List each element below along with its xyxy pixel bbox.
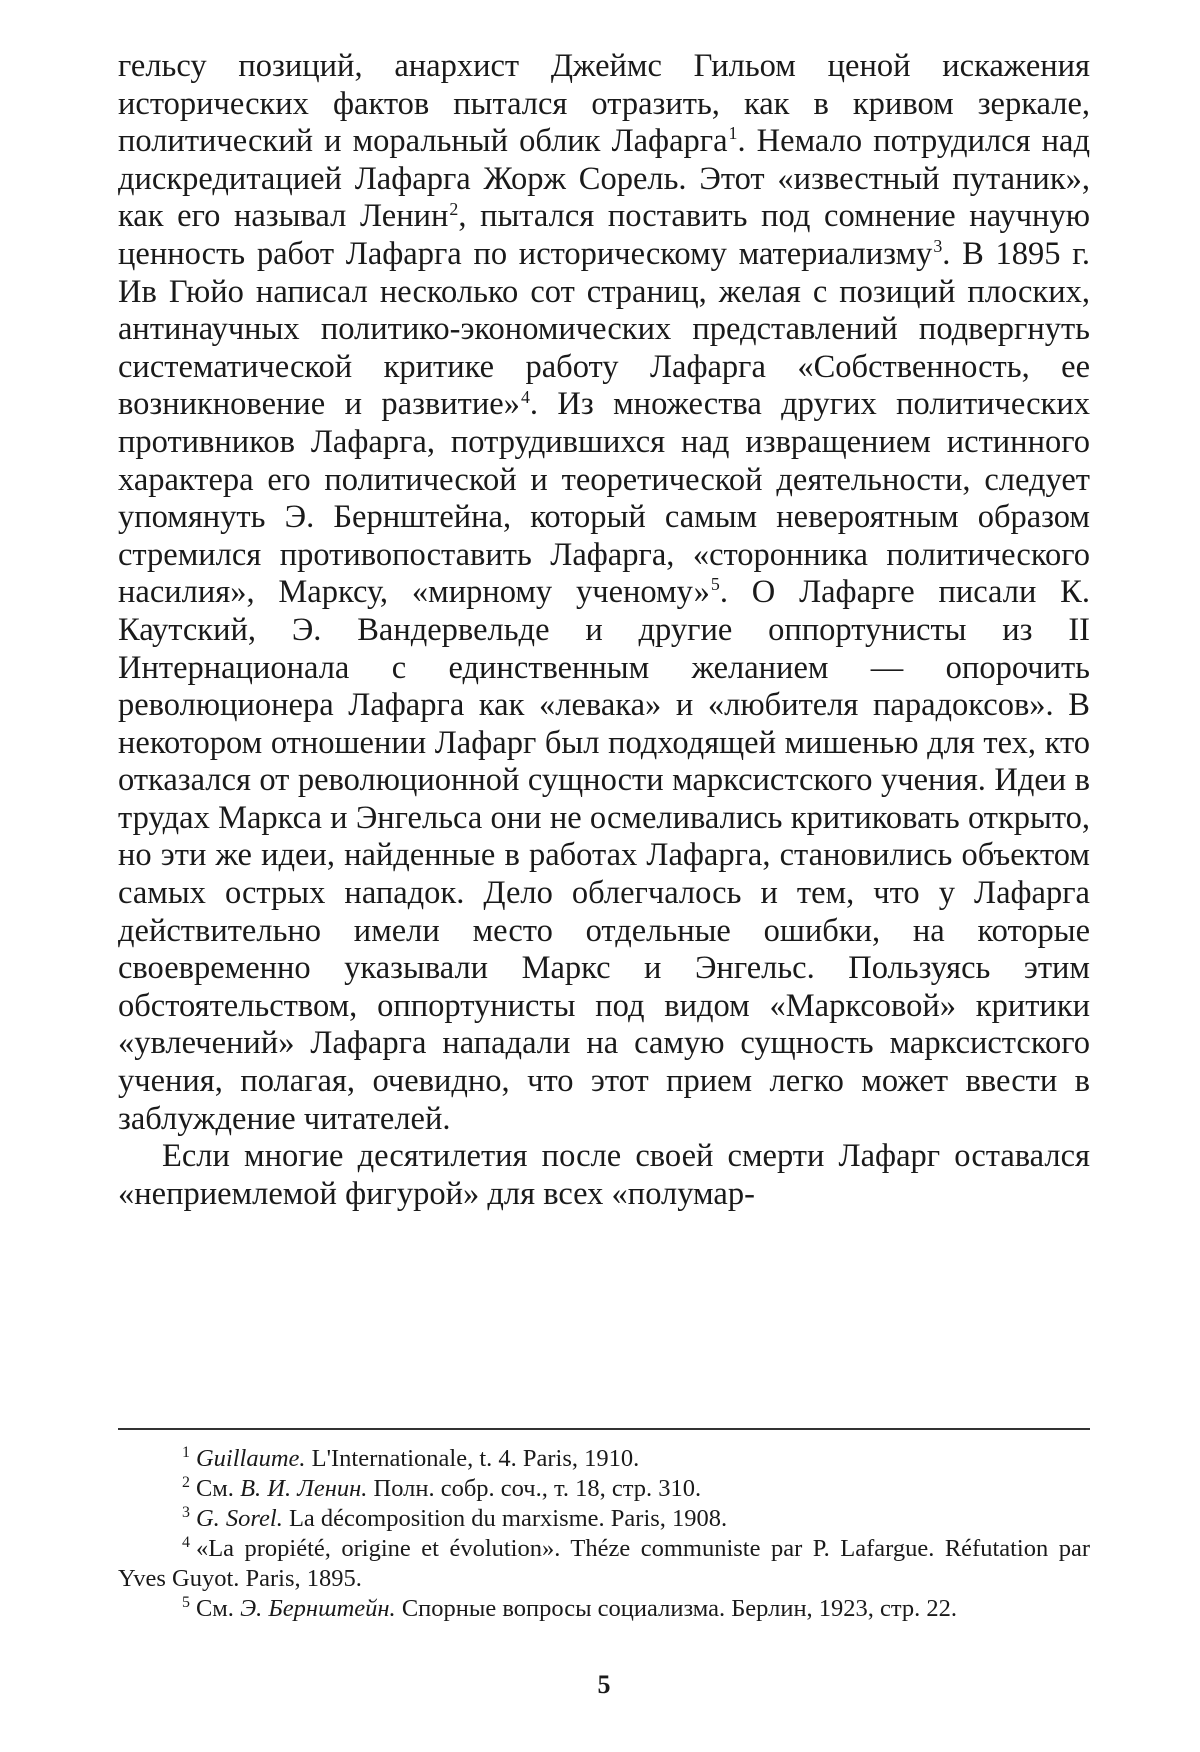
paragraph-2: Если многие десятилетия после своей смерти Лафарг оставался «неприемлемой фигурой» для всех «полумар-	[118, 1138, 1090, 1212]
footnote-text: L'Internationale, t. 4. Paris, 1910.	[305, 1445, 640, 1472]
body-text	[118, 48, 1090, 1213]
page-number: 5	[597, 1670, 611, 1699]
footnote-text: «La propiété, origine et évolution». Théze communiste par P. Lafargue. Réfutation par Yves Guyot. Paris, 1895.	[118, 1535, 1090, 1592]
footnote-4	[118, 1534, 1090, 1594]
footnote-mark: 4	[182, 1533, 190, 1551]
footnote-divider	[118, 1428, 1090, 1430]
footnote-author: Guillaume.	[195, 1445, 306, 1472]
footnote-mark: 1	[182, 1443, 190, 1461]
footnote-ref-4: 4	[520, 386, 530, 407]
footnote-author: G. Sorel.	[195, 1505, 283, 1532]
text-run: . Немало потрудился над дискредитацией Лафарга Жорж Сорель. Этот «известный путаник», как его называл Ленин	[118, 123, 1090, 235]
text-run: , пытался поставить под сомнение научную ценность работ Лафарга по историческому материализму	[118, 198, 1090, 272]
footnote-mark: 5	[182, 1593, 190, 1611]
footnote-ref-5: 5	[710, 574, 720, 595]
footnote-text: Спорные вопросы социализма. Берлин, 1923, стр. 22.	[395, 1595, 958, 1622]
footnote-2	[118, 1474, 1090, 1504]
footnote-prefix: См.	[195, 1475, 241, 1502]
text-run: . Из множества других политических противников Лафарга, потрудившихся над извращением истинного характера его политической и теоретической деятельности, следует упомянуть Э. Бернштейна, который самым невероятным образом стремился противопоставить Лафарга, «сторонника политического насилия», Марксу, «мирному ученому»	[118, 386, 1090, 611]
footnote-ref-3: 3	[933, 236, 943, 257]
footnote-text: Полн. собр. соч., т. 18, стр. 310.	[367, 1475, 702, 1502]
footnote-mark: 3	[182, 1503, 190, 1521]
footnote-3	[118, 1504, 1090, 1534]
footnote-author: В. И. Ленин.	[240, 1475, 368, 1502]
footnote-author: Э. Бернштейн.	[240, 1595, 396, 1622]
paragraph-1	[118, 48, 1090, 1138]
footnote-text: La décomposition du marxisme. Paris, 1908.	[282, 1505, 728, 1532]
text-run: . В 1895 г. Ив Гюйо написал несколько сот страниц, желая с позиций плоских, антинаучных политико-экономических представлений подвергнуть систематической критике работу Лафарга «Собственность, ее возникновение и развитие»	[118, 235, 1090, 423]
footnotes	[118, 1444, 1090, 1624]
footnote-1	[118, 1444, 1090, 1474]
text-run: . О Лафарге писали К. Каутский, Э. Вандервельде и другие оппортунисты из II Интернационала с единственным желанием — опорочить революционера Лафарга как «левака» и «любителя парадоксов». В некотором отношении Лафарг был подходящей мишенью для тех, кто отказался от революционной сущности марксистского учения. Идеи в трудах Маркса и Энгельса они не осмеливались критиковать открыто, но эти же идеи, найденные в работах Лафарга, становились объектом самых острых нападок. Дело облегчалось и тем, что у Лафарга действительно имели место отдельные ошибки, на которые своевременно указывали Маркс и Энгельс. Пользуясь этим обстоятельством, оппортунисты под видом «Марксовой» критики «увлечений» Лафарга нападали на самую сущность марксистского учения, полагая, очевидно, что этот прием легко может ввести в заблуждение читателей.	[118, 574, 1090, 1137]
footnote-ref-1: 1	[728, 123, 738, 144]
footnote-prefix: См.	[195, 1595, 241, 1622]
footnote-ref-2: 2	[449, 198, 459, 219]
footnote-5	[118, 1594, 1090, 1624]
footnote-mark: 2	[182, 1473, 190, 1491]
text-run: гельсу позиций, анархист Джеймс Гильом ценой искажения исторических фактов пытался отразить, как в кривом зеркале, политический и моральный облик Лафарга	[118, 48, 1090, 160]
book-page	[118, 48, 1090, 1699]
